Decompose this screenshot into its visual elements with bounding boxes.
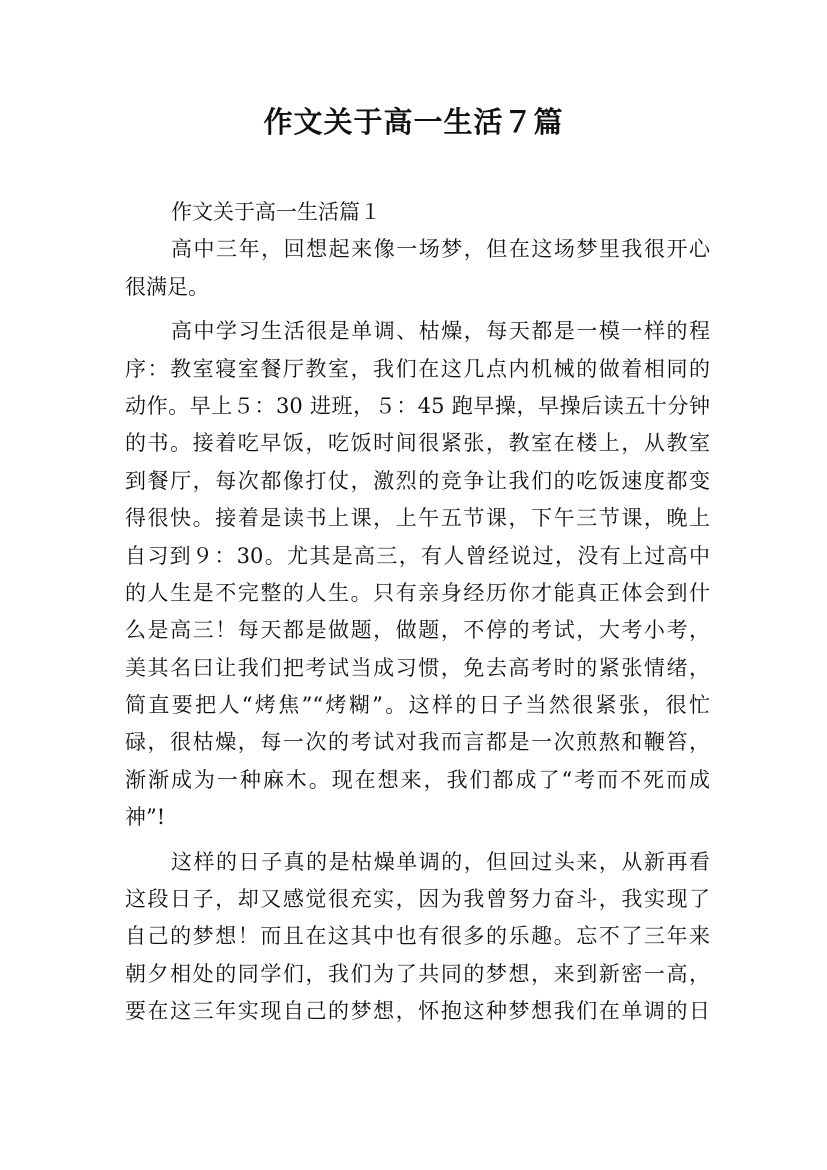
section-heading: 作文关于高一生活篇１	[171, 200, 381, 224]
text-line: 碌，很枯燥，每一次的考试对我而言都是一次煎熬和鞭笞，	[125, 730, 710, 755]
text-line: 很满足。	[125, 274, 209, 299]
text-line: 么是高三！每天都是做题，做题，不停的考试，大考小考，	[125, 618, 710, 643]
text-line: 自习到９：30。尤其是高三，有人曾经说过，没有上过高中	[125, 543, 710, 568]
text-line: 高中学习生活很是单调、枯燥，每天都是一模一样的程	[171, 319, 710, 344]
paragraph-3	[125, 844, 710, 1031]
text-line: 这样的日子真的是枯燥单调的，但回过头来，从新再看	[171, 849, 710, 874]
text-line: 自己的梦想！而且在这其中也有很多的乐趣。忘不了三年来	[125, 924, 710, 949]
text-line: 的人生是不完整的人生。只有亲身经历你才能真正体会到什	[125, 580, 710, 605]
text-line: 到餐厅，每次都像打仗，激烈的竞争让我们的吃饭速度都变	[125, 468, 710, 493]
text-line: 高中三年，回想起来像一场梦，但在这场梦里我很开心	[171, 237, 710, 262]
text-line: 简直要把人“烤焦”“烤糊”。这样的日子当然很紧张，很忙	[125, 693, 710, 718]
text-line: 渐渐成为一种麻木。现在想来，我们都成了“考而不死而成	[125, 767, 710, 792]
text-line: 得很快。接着是读书上课，上午五节课，下午三节课，晚上	[125, 506, 710, 531]
document-body	[125, 194, 710, 1031]
text-line: 要在这三年实现自己的梦想，怀抱这种梦想我们在单调的日	[125, 999, 710, 1024]
text-line: 美其名曰让我们把考试当成习惯，免去高考时的紧张情绪，	[125, 655, 710, 680]
text-line: 的书。接着吃早饭，吃饭时间很紧张，教室在楼上，从教室	[125, 431, 710, 456]
paragraph-2	[125, 313, 710, 836]
text-line: 序：教室寝室餐厅教室，我们在这几点内机械的做着相同的	[125, 356, 710, 381]
document-title: 作文关于高一生活７篇	[263, 105, 564, 139]
paragraph-1	[125, 231, 710, 306]
text-line: 动作。早上５：30 进班，５：45 跑早操，早操后读五十分钟	[125, 393, 710, 418]
text-line: 这段日子，却又感觉很充实，因为我曾努力奋斗，我实现了	[125, 887, 710, 912]
text-line: 朝夕相处的同学们，我们为了共同的梦想，来到新密一高，	[125, 961, 710, 986]
text-line: 神”!	[125, 805, 166, 830]
